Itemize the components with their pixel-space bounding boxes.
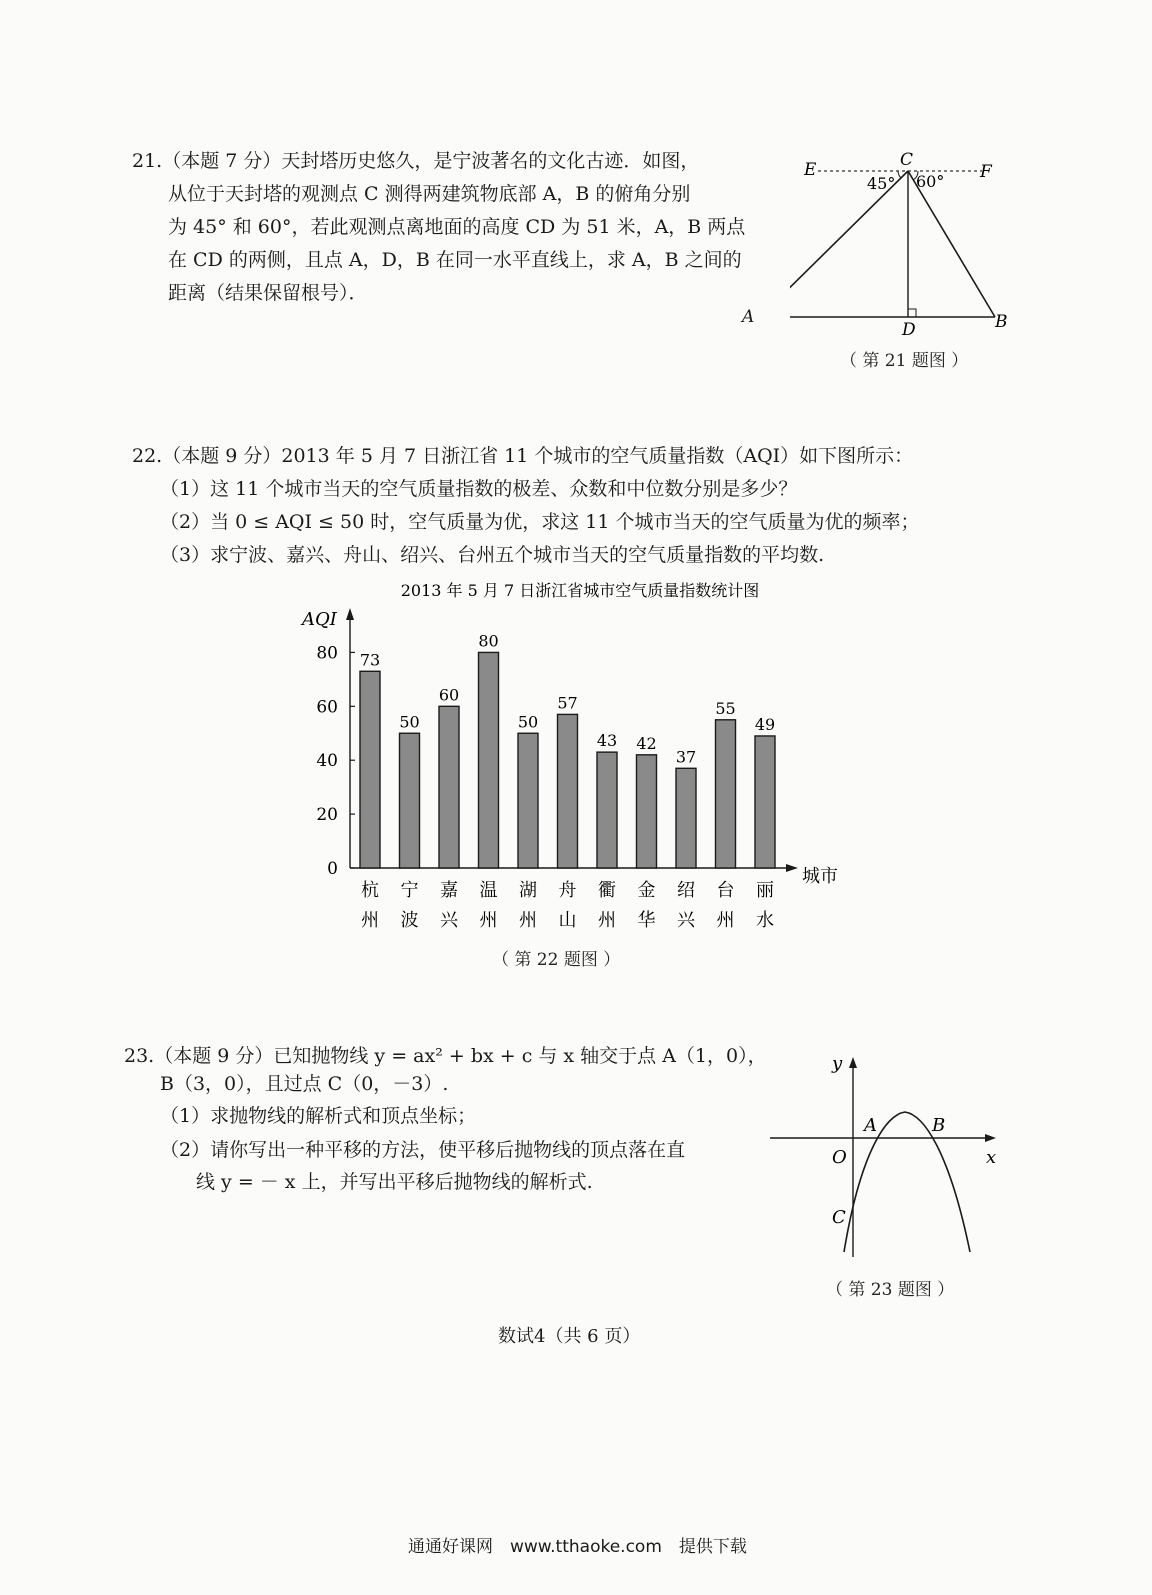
y-axis-label: AQI xyxy=(302,609,337,630)
bar xyxy=(755,736,775,868)
category-label: 绍 xyxy=(677,880,695,901)
q23-line-1: 23.（本题 9 分）已知抛物线 y = ax² + bx + c 与 x 轴交于点 A（1，0）， xyxy=(124,1045,767,1067)
category-label: 华 xyxy=(637,910,656,931)
q23-caption: （ 第 23 题图 ） xyxy=(826,1280,955,1300)
bar xyxy=(479,652,499,868)
bar xyxy=(439,706,459,868)
label-x: x xyxy=(986,1147,997,1168)
y-tick-label: 20 xyxy=(316,805,338,826)
y-axis-arrow-23 xyxy=(849,1057,857,1068)
line-cb xyxy=(908,171,995,317)
label-f: F xyxy=(980,162,992,182)
q22-line-3: （2）当 0 ≤ AQI ≤ 50 时，空气质量为优，求这 11 个城市当天的空气质量为优的频率； xyxy=(160,511,920,533)
bar-value-label: 73 xyxy=(359,650,381,670)
bar xyxy=(518,733,538,868)
page-number: 数试4（共 6 页） xyxy=(498,1326,641,1347)
bar xyxy=(400,733,420,868)
label-c: C xyxy=(900,150,914,170)
category-label: 山 xyxy=(558,910,577,931)
label-a-23: A xyxy=(864,1115,877,1136)
category-label: 州 xyxy=(479,910,498,931)
bar-value-label: 49 xyxy=(754,714,776,734)
right-angle-mark xyxy=(908,309,916,317)
label-b: B xyxy=(995,312,1008,332)
q23-line-2: B（3，0），且过点 C（0，－3）. xyxy=(160,1073,449,1095)
q23-line-4: （2）请你写出一种平移的方法，使平移后抛物线的顶点落在直 xyxy=(160,1139,686,1161)
bar xyxy=(558,714,578,868)
category-label: 波 xyxy=(400,910,419,931)
category-label: 宁 xyxy=(400,880,419,901)
q21-figure xyxy=(790,145,1030,345)
category-label: 水 xyxy=(756,910,774,931)
bar xyxy=(637,755,657,868)
category-label: 州 xyxy=(519,910,537,931)
category-label: 州 xyxy=(361,910,379,931)
bar-value-label: 43 xyxy=(596,731,618,751)
angle-arc-left xyxy=(898,171,901,178)
q22-line-2: （1）这 11 个城市当天的空气质量指数的极差、众数和中位数分别是多少？ xyxy=(160,478,798,500)
q23-figure xyxy=(760,1045,1010,1260)
angle-label-45: 45° xyxy=(867,174,896,193)
category-label: 嘉 xyxy=(440,880,458,901)
q21-line-5: 距离（结果保留根号）． xyxy=(168,282,368,304)
category-label: 金 xyxy=(637,880,656,901)
q23-line-5: 线 y = － x 上，并写出平移后抛物线的解析式. xyxy=(196,1171,593,1193)
category-label: 温 xyxy=(479,880,498,901)
bar-value-label: 50 xyxy=(399,712,420,732)
category-label: 衢 xyxy=(598,880,616,901)
category-label: 兴 xyxy=(677,910,695,931)
bar xyxy=(360,671,380,868)
y-tick-label: 40 xyxy=(316,751,338,772)
chart-title: 2013 年 5 月 7 日浙江省城市空气质量指数统计图 xyxy=(400,581,760,600)
label-c-23: C xyxy=(832,1207,846,1228)
label-d: D xyxy=(902,320,916,340)
q21-line-4: 在 CD 的两侧，且点 A，D，B 在同一水平直线上，求 A，B 之间的 xyxy=(168,249,742,271)
q21-caption: （ 第 21 题图 ） xyxy=(840,351,969,371)
category-label: 州 xyxy=(598,910,616,931)
source-footer: 通通好课网 www.tthaoke.com 提供下载 xyxy=(408,1537,747,1557)
bar-value-label: 60 xyxy=(438,685,460,705)
label-a-21: A xyxy=(742,307,755,327)
y-tick-label: 80 xyxy=(316,643,338,664)
x-axis-arrow xyxy=(786,864,798,872)
bar xyxy=(716,720,736,868)
bar-value-label: 80 xyxy=(478,631,499,651)
q21-line-3: 为 45° 和 60°，若此观测点离地面的高度 CD 为 51 米，A，B 两点 xyxy=(168,216,746,238)
x-axis-label: 城市 xyxy=(802,866,838,887)
bar-value-label: 55 xyxy=(715,698,736,718)
label-o: O xyxy=(832,1147,847,1168)
q22-caption: （ 第 22 题图 ） xyxy=(492,950,621,970)
category-label: 杭 xyxy=(361,880,379,901)
category-label: 兴 xyxy=(440,910,458,931)
category-label: 州 xyxy=(716,910,735,931)
aqi-bar-chart xyxy=(290,570,870,940)
label-e: E xyxy=(804,160,817,180)
parabola-curve xyxy=(844,1112,970,1252)
q21-line-2: 从位于天封塔的观测点 C 测得两建筑物底部 A，B 的俯角分别 xyxy=(168,183,691,205)
y-axis-arrow xyxy=(346,608,354,620)
q21-line-1: 21.（本题 7 分）天封塔历史悠久，是宁波著名的文化古迹．如图， xyxy=(132,150,700,172)
x-axis-arrow-23 xyxy=(985,1134,996,1142)
category-label: 丽 xyxy=(756,880,774,901)
label-y: y xyxy=(832,1053,843,1074)
q23-line-3: （1）求抛物线的解析式和顶点坐标； xyxy=(160,1105,477,1127)
y-tick-label: 0 xyxy=(327,859,338,879)
q22-line-4: （3）求宁波、嘉兴、舟山、绍兴、台州五个城市当天的空气质量指数的平均数. xyxy=(160,544,825,566)
category-label: 舟 xyxy=(558,880,577,901)
angle-label-60: 60° xyxy=(916,172,945,191)
bar xyxy=(597,752,617,868)
bar-value-label: 57 xyxy=(557,693,578,713)
category-label: 台 xyxy=(716,880,735,901)
label-b-23: B xyxy=(932,1115,946,1136)
q22-line-1: 22.（本题 9 分）2013 年 5 月 7 日浙江省 11 个城市的空气质量指数（AQI）如下图所示： xyxy=(132,445,914,467)
bar-value-label: 50 xyxy=(517,712,539,732)
bar-value-label: 42 xyxy=(636,733,657,753)
y-tick-label: 60 xyxy=(316,697,338,718)
category-label: 湖 xyxy=(519,880,537,901)
bar xyxy=(676,768,696,868)
bar-value-label: 37 xyxy=(675,747,697,767)
